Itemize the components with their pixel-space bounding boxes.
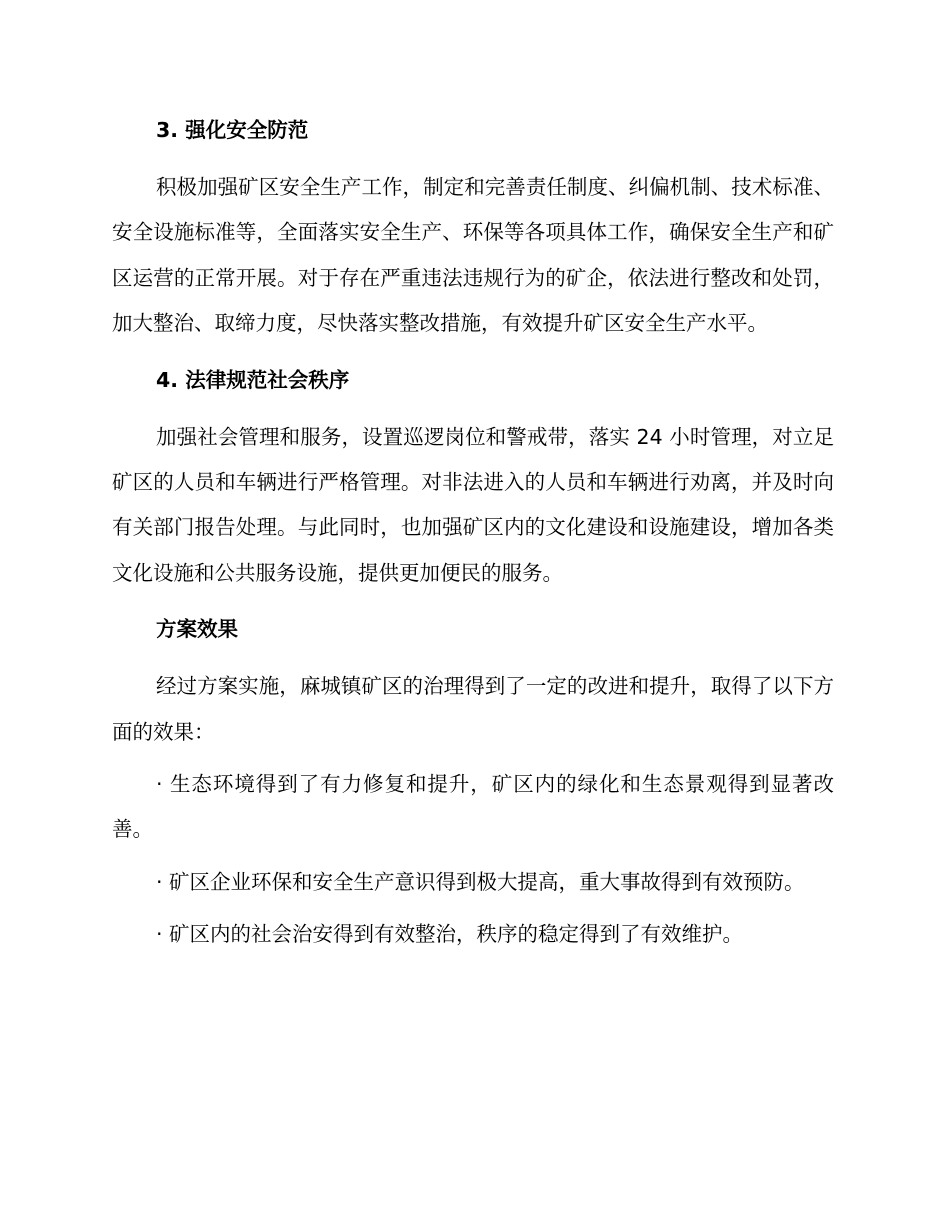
effect-bullet-item: · 矿区企业环保和安全生产意识得到极大提高，重大事故得到有效预防。 — [156, 869, 805, 894]
document-page — [112, 108, 834, 958]
section-4-heading: 4. 法律规范社会秩序 — [156, 367, 350, 392]
effects-intro-paragraph: 经过方案实施，麻城镇矿区的治理得到了一定的改进和提升，取得了以下方面的效果： — [112, 674, 834, 744]
section-4-paragraph: 加强社会管理和服务，设置巡逻岗位和警戒带，落实 24 小时管理，对立足矿区的人员和车辆进行严格管理。对非法进入的人员和车辆进行劝离，并及时向有关部门报告处理。与此同时，也加强矿区内的文化建设和设施建设，增加各类文化设施和公共服务设施，提供更加便民的服务。 — [112, 424, 834, 585]
section-3-heading: 3. 强化安全防范 — [156, 118, 309, 142]
effects-heading: 方案效果 — [156, 617, 238, 642]
section-3-paragraph: 积极加强矿区安全生产工作，制定和完善责任制度、纠偏机制、技术标准、安全设施标准等，全面落实安全生产、环保等各项具体工作，确保安全生产和矿区运营的正常开展。对于存在严重违法违规行为的矿企，依法进行整改和处罚，加大整治、取缔力度，尽快落实整改措施，有效提升矿区安全生产水平。 — [112, 175, 834, 336]
effect-bullet-item: · 矿区内的社会治安得到有效整治，秩序的稳定得到了有效维护。 — [156, 922, 744, 947]
effect-bullet-item: · 生态环境得到了有力修复和提升，矿区内的绿化和生态景观得到显著改善。 — [112, 772, 834, 842]
